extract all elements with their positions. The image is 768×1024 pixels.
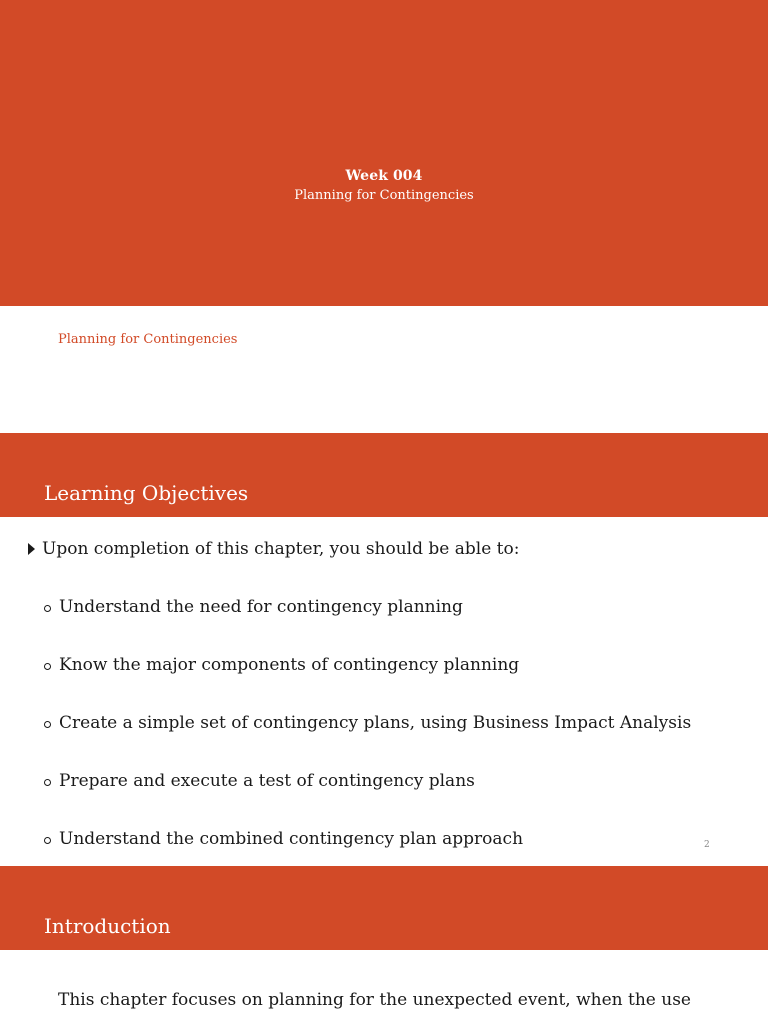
objectives-list [0,517,768,866]
list-item [44,597,463,617]
objectives-lead-text: Upon completion of this chapter, you should be able to: [42,539,520,559]
triangle-bullet-icon [28,543,35,555]
list-item-text: Create a simple set of contingency plans, using Business Impact Analysis [59,713,692,733]
ring-bullet-icon [44,779,51,786]
ring-bullet-icon [44,605,51,612]
list-item-text: Know the major components of contingency planning [59,655,520,675]
introduction-paragraph: This chapter focuses on planning for the unexpected event, when the use [58,990,691,1010]
list-item-text: Understand the combined contingency plan approach [59,829,524,849]
objectives-lead [28,539,519,559]
ring-bullet-icon [44,721,51,728]
ring-bullet-icon [44,663,51,670]
list-item [44,829,523,849]
slide-footer-label: Planning for Contingencies [58,332,238,347]
page-number: 2 [704,840,710,850]
slide-title: Week 004 [345,168,423,184]
slide-subtitle: Planning for Contingencies [294,188,474,203]
ring-bullet-icon [44,837,51,844]
title-banner [0,0,768,306]
section-heading-introduction: Introduction [44,914,171,938]
list-item [44,655,519,675]
list-item [44,771,475,791]
section-heading-objectives: Learning Objectives [44,481,249,505]
list-item [44,713,691,733]
section-header-band [0,866,768,950]
section-header-band [0,433,768,517]
list-item-text: Prepare and execute a test of contingency plans [59,771,475,791]
list-item-text: Understand the need for contingency planning [59,597,463,617]
